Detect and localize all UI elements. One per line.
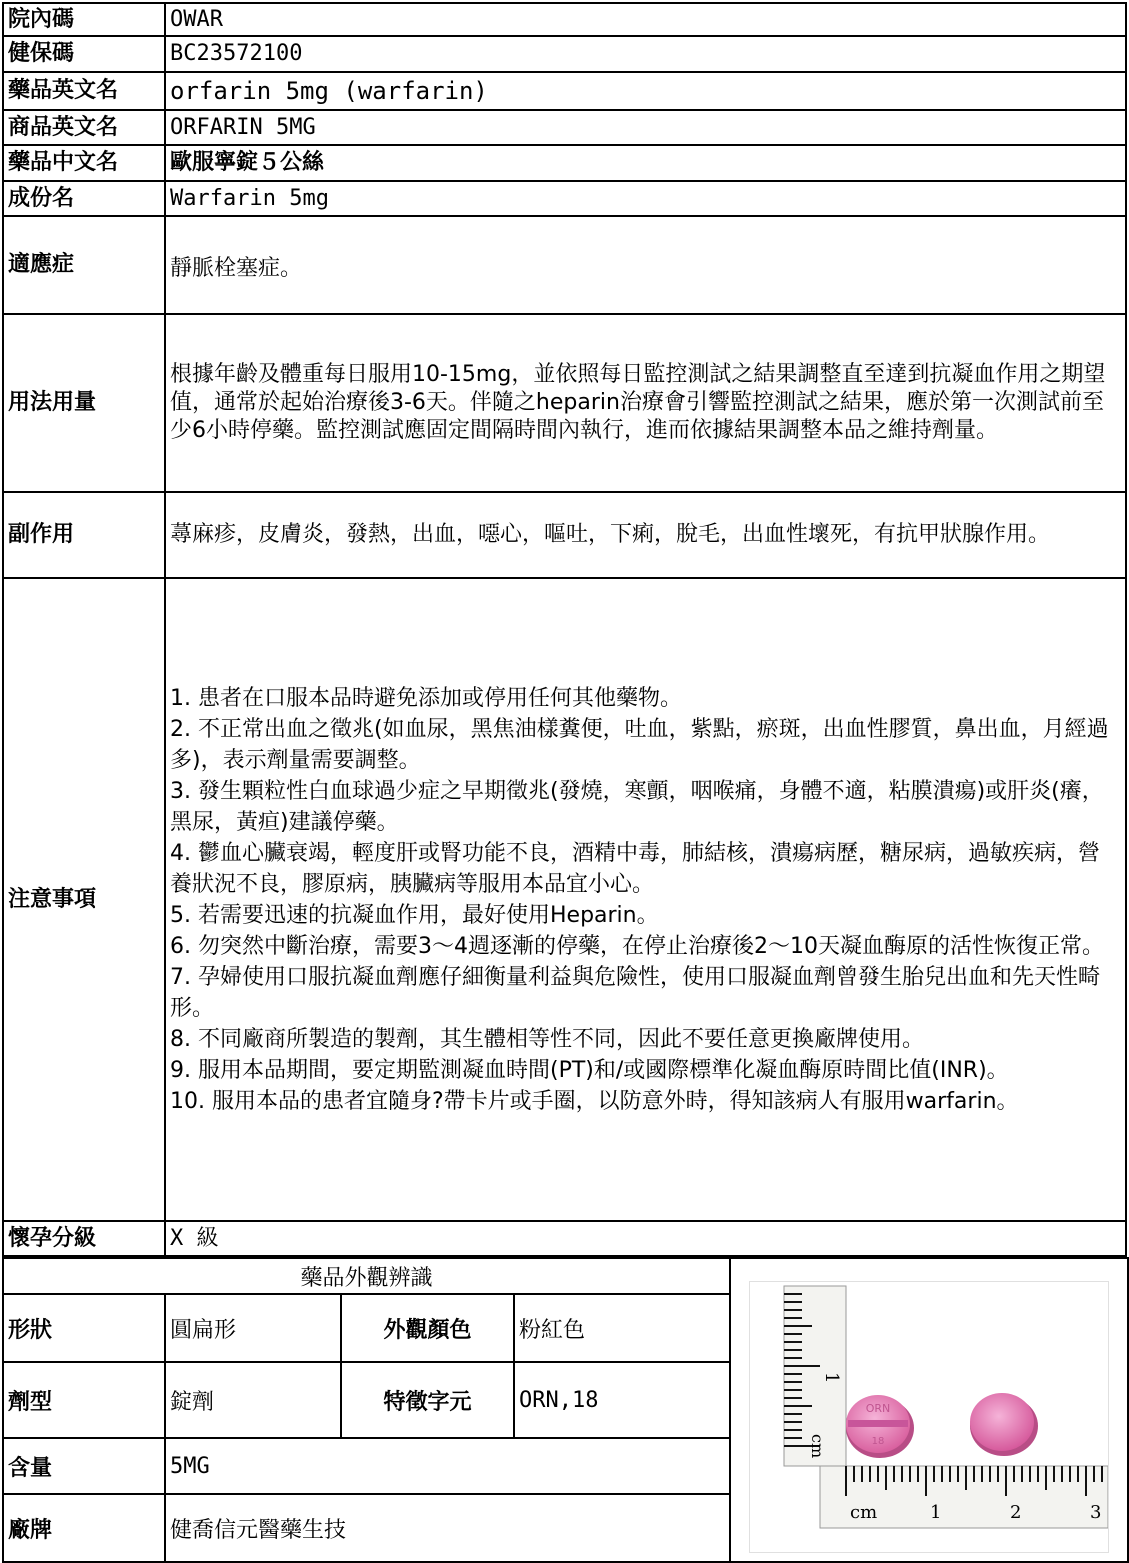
label-precautions: 注意事項 — [3, 578, 165, 1221]
value-brand-en: ORFARIN 5MG — [165, 110, 1126, 145]
value-drug-zh: 歐服寧錠５公絲 — [165, 145, 1126, 181]
horizontal-ruler-mark: 2 — [1010, 1502, 1022, 1523]
tablet-photo — [749, 1281, 1109, 1553]
drug-info-table — [2, 2, 1127, 1257]
precaution-item: 4. 鬱血心臟衰竭，輕度肝或腎功能不良，酒精中毒，肺結核，潰瘍病歷，糖尿病，過敏疾病，營養狀況不良，膠原病，胰臟病等服用本品宜小心。 — [170, 840, 1100, 897]
tablet-photo-svg — [750, 1282, 1108, 1552]
row-code — [3, 3, 1126, 36]
tablet-imprint: ORN — [865, 1402, 891, 1415]
value-dosage: 根據年齡及體重每日服用10-15mg，並依照每日監控測試之結果調整直至達到抗凝血作用之期望值，通常於起始治療後3-6天。伴隨之heparin治療會引響監控測試之結果，應於第一次測試前至少6小時停藥。監控測試應固定間隔時間內執行，進而依據結果調整本品之維持劑量。 — [165, 314, 1126, 492]
label-dosage: 用法用量 — [3, 314, 165, 492]
horizontal-ruler — [820, 1466, 1108, 1528]
label-strength: 含量 — [3, 1438, 165, 1494]
vertical-ruler — [784, 1286, 846, 1466]
label-code: 院內碼 — [3, 3, 165, 36]
label-ingredient: 成份名 — [3, 181, 165, 216]
row-drug-zh — [3, 145, 1126, 181]
precaution-item: 9. 服用本品期間，要定期監測凝血時間(PT)和/或國際標準化凝血酶原時間比值(INR)。 — [170, 1057, 1009, 1083]
value-color: 粉紅色 — [514, 1294, 730, 1362]
precaution-item: 8. 不同廠商所製造的製劑，其生體相等性不同，因此不要任意更換廠牌使用。 — [170, 1026, 924, 1052]
row-side-effects — [3, 492, 1126, 578]
horizontal-ruler-mark: 3 — [1090, 1502, 1102, 1523]
horizontal-ruler-unit: cm — [850, 1502, 878, 1523]
value-side-effects: 蕁麻疹，皮膚炎，發熱，出血，噁心，嘔吐，下痢，脫毛，出血性壞死，有抗甲狀腺作用。 — [165, 492, 1126, 578]
precaution-item: 10. 服用本品的患者宜隨身?帶卡片或手圈，以防意外時，得知該病人有服用warfarin。 — [170, 1088, 1019, 1114]
label-drug-en: 藥品英文名 — [3, 72, 165, 110]
label-color: 外觀顏色 — [341, 1294, 514, 1362]
label-shape: 形狀 — [3, 1294, 165, 1362]
row-nhi — [3, 36, 1126, 72]
tablet-code: 18 — [871, 1436, 885, 1447]
vertical-ruler-unit: cm — [808, 1434, 828, 1459]
label-marking: 特徵字元 — [341, 1362, 514, 1438]
row-pregnancy — [3, 1221, 1126, 1256]
precaution-item: 5. 若需要迅速的抗凝血作用，最好使用Heparin。 — [170, 902, 659, 928]
drug-info-sheet — [2, 2, 1127, 1553]
row-drug-en — [3, 72, 1126, 110]
label-side-effects: 副作用 — [3, 492, 165, 578]
row-dosage — [3, 314, 1126, 492]
label-indication: 適應症 — [3, 216, 165, 314]
value-code: OWAR — [165, 3, 1126, 36]
precaution-item: 6. 勿突然中斷治療，需要3～4週逐漸的停藥，在停止治療後2～10天凝血酶原的活性恢復正常。 — [170, 933, 1104, 959]
value-strength: 5MG — [165, 1438, 730, 1494]
appearance-header: 藥品外觀辨識 — [3, 1258, 730, 1294]
label-pregnancy: 懷孕分級 — [3, 1221, 165, 1256]
precautions-list — [165, 578, 1126, 1221]
value-indication: 靜脈栓塞症。 — [165, 216, 1126, 314]
row-ingredient — [3, 181, 1126, 216]
appearance-header-row — [3, 1258, 1128, 1294]
value-drug-en: orfarin 5mg (warfarin) — [165, 72, 1126, 110]
tablet-photo-cell — [730, 1258, 1128, 1562]
label-form: 劑型 — [3, 1362, 165, 1438]
value-shape: 圓扁形 — [165, 1294, 341, 1362]
label-brand-en: 商品英文名 — [3, 110, 165, 145]
precaution-item: 7. 孕婦使用口服抗凝血劑應仔細衡量利益與危險性，使用口服凝血劑曾發生胎兒出血和先天性畸形。 — [170, 964, 1100, 1021]
value-maker: 健喬信元醫藥生技 — [165, 1494, 730, 1562]
value-form: 錠劑 — [165, 1362, 341, 1438]
row-brand-en — [3, 110, 1126, 145]
precaution-item: 3. 發生顆粒性白血球過少症之早期徵兆(發燒，寒顫，咽喉痛，身體不適，粘膜潰瘍)或肝炎(癢，黑尿，黃疸)建議停藥。 — [170, 778, 1104, 835]
horizontal-ruler-mark: 1 — [930, 1502, 942, 1523]
value-marking: ORN,18 — [514, 1362, 730, 1438]
precaution-item: 1. 患者在口服本品時避免添加或停用任何其他藥物。 — [170, 685, 682, 711]
vertical-ruler-mark: 1 — [821, 1372, 843, 1384]
label-nhi: 健保碼 — [3, 36, 165, 72]
row-precautions — [3, 578, 1126, 1221]
value-pregnancy: X 級 — [165, 1221, 1126, 1256]
value-nhi: BC23572100 — [165, 36, 1126, 72]
appearance-table — [2, 1257, 1129, 1563]
row-indication — [3, 216, 1126, 314]
precaution-item: 2. 不正常出血之徵兆(如血尿，黑焦油樣糞便，吐血，紫點，瘀斑，出血性膠質，鼻出血，月經過多)，表示劑量需要調整。 — [170, 716, 1109, 773]
value-ingredient: Warfarin 5mg — [165, 181, 1126, 216]
label-maker: 廠牌 — [3, 1494, 165, 1562]
label-drug-zh: 藥品中文名 — [3, 145, 165, 181]
